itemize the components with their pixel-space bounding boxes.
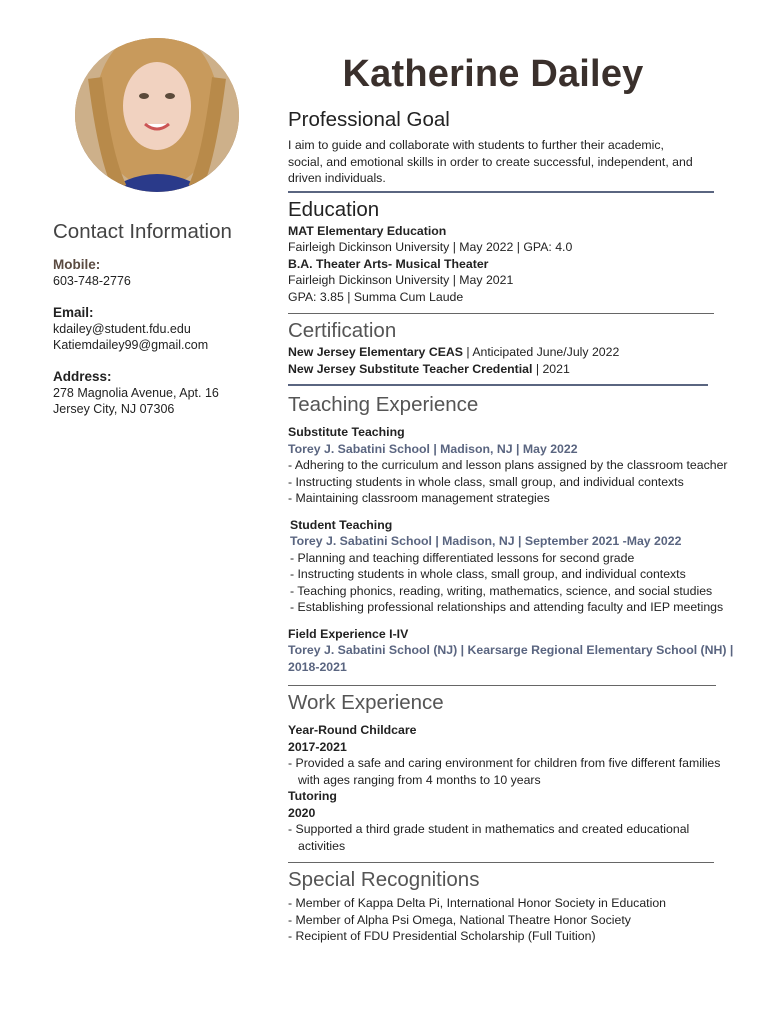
divider — [288, 384, 708, 386]
job-bullet: - Instructing students in whole class, small group, and individual contexts — [288, 474, 684, 489]
address-label: Address: — [53, 369, 112, 384]
education-detail: Fairleigh Dickinson University | May 2021 — [288, 273, 514, 287]
address-line: 278 Magnolia Avenue, Apt. 16 — [53, 386, 219, 400]
certification-item — [288, 344, 736, 361]
recognition-item: - Member of Kappa Delta Pi, International Honor Society in Education — [288, 896, 666, 910]
section-title-work: Work Experience — [288, 691, 444, 714]
section-title-education: Education — [288, 197, 380, 221]
job-bullet: - Provided a safe and caring environment for children from five different families with ages ranging from 4 months to 10 years — [288, 756, 721, 787]
portrait-image — [75, 38, 239, 192]
mobile-value: 603-748-2776 — [53, 274, 131, 288]
certification-detail: | 2021 — [532, 361, 570, 376]
mobile-group — [53, 257, 263, 289]
goal-text: I aim to guide and collaborate with students to further their academic, social, and emotional skills in order to create successful, independent, and driven individuals. — [288, 138, 693, 185]
job-bullet: - Teaching phonics, reading, writing, mathematics, science, and social studies — [290, 583, 713, 598]
recognition-item: - Recipient of FDU Presidential Scholarship (Full Tuition) — [288, 929, 596, 943]
section-title-goal: Professional Goal — [288, 108, 450, 131]
certification-item — [288, 361, 736, 378]
divider — [288, 685, 716, 686]
page-title: Katherine Dailey — [342, 53, 644, 95]
address-line: Jersey City, NJ 07306 — [53, 402, 175, 416]
job-bullet: - Supported a third grade student in mathematics and created educational activities — [288, 822, 690, 853]
address-group — [53, 369, 263, 417]
mobile-label: Mobile: — [53, 257, 101, 272]
email-group — [53, 305, 263, 353]
job-place: Torey J. Sabatini School (NJ) | Kearsarge Regional Elementary School (NH) | 2018-2021 — [288, 643, 734, 674]
job-place: Torey J. Sabatini School | Madison, NJ | September 2021 -May 2022 — [290, 534, 682, 548]
education-detail: Fairleigh Dickinson University | May 2022 | GPA: 4.0 — [288, 240, 573, 254]
education-degree: MAT Elementary Education — [288, 223, 447, 238]
divider — [288, 862, 714, 863]
divider — [288, 313, 714, 314]
job-role: Field Experience I-IV — [288, 626, 409, 641]
job-role: Student Teaching — [290, 517, 393, 532]
education-degree: B.A. Theater Arts- Musical Theater — [288, 256, 489, 271]
job-bullet: - Instructing students in whole class, small group, and individual contexts — [290, 567, 686, 581]
education-detail: GPA: 3.85 | Summa Cum Laude — [288, 289, 464, 304]
email-link[interactable]: kdailey@student.fdu.edu — [53, 322, 191, 336]
job-role: Substitute Teaching — [288, 425, 405, 439]
job-place: Torey J. Sabatini School | Madison, NJ | May 2022 — [288, 441, 578, 456]
contact-title: Contact Information — [53, 220, 232, 243]
email-link[interactable]: Katiemdailey99@gmail.com — [53, 338, 209, 352]
job-bullet: - Maintaining classroom management strategies — [288, 491, 550, 505]
section-title-recognitions: Special Recognitions — [288, 868, 480, 891]
job-role: Tutoring — [288, 789, 337, 803]
job-years: 2020 — [288, 805, 316, 820]
job-bullet: - Adhering to the curriculum and lesson plans assigned by the classroom teacher — [288, 458, 728, 472]
job-bullet: - Planning and teaching differentiated lessons for second grade — [290, 550, 635, 565]
main-column — [288, 107, 736, 945]
divider — [288, 191, 714, 193]
section-title-teaching: Teaching Experience — [288, 393, 479, 416]
contact-column — [53, 219, 263, 433]
section-title-certification: Certification — [288, 319, 397, 342]
email-label: Email: — [53, 305, 94, 320]
certification-name: New Jersey Substitute Teacher Credential — [288, 361, 533, 376]
job-role: Year-Round Childcare — [288, 723, 417, 737]
job-bullet: - Establishing professional relationships and attending faculty and IEP meetings — [290, 600, 724, 614]
job-years: 2017-2021 — [288, 739, 347, 754]
certification-name: New Jersey Elementary CEAS — [288, 345, 463, 359]
certification-detail: | Anticipated June/July 2022 — [462, 345, 620, 359]
profile-photo — [75, 38, 239, 192]
recognition-item: - Member of Alpha Psi Omega, National Theatre Honor Society — [288, 912, 631, 927]
